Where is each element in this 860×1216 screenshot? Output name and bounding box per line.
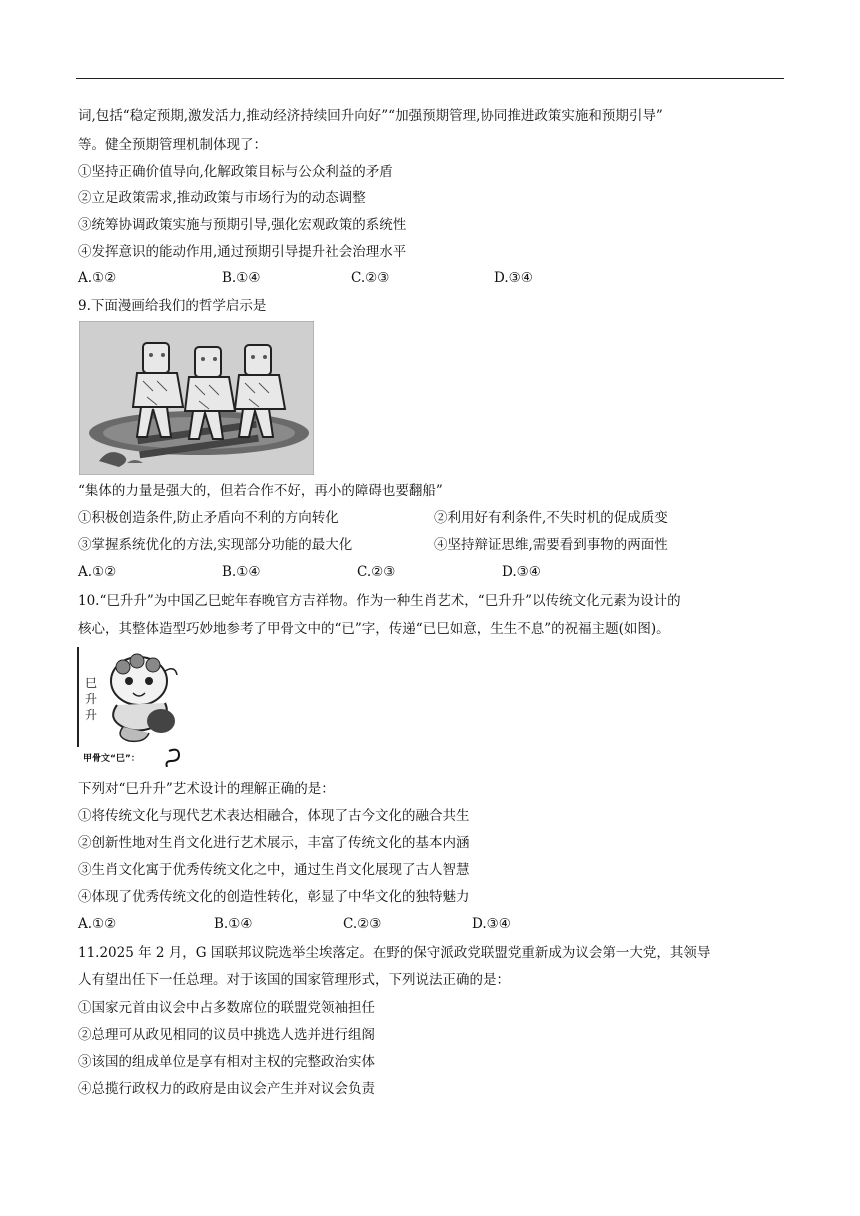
q9-stem: 9.下面漫画给我们的哲学启示是 (78, 298, 267, 314)
q11-statement-4: ④总揽行政权力的政府是由议会产生并对议会负责 (78, 1081, 375, 1097)
q11-statement-1: ①国家元首由议会中占多数席位的联盟党领袖担任 (78, 1000, 375, 1016)
q10-question: 下列对“巳升升”艺术设计的理解正确的是： (78, 781, 335, 797)
q8-statement-1: ①坚持正确价值导向,化解政策目标与公众利益的矛盾 (78, 164, 393, 180)
q10-statement-3: ③生肖文化寓于优秀传统文化之中，通过生肖文化展现了古人智慧 (78, 862, 470, 878)
q9-option-a[interactable]: A.①② (78, 564, 117, 580)
q10-stem-line-1: 10.“巳升升”为中国乙巳蛇年春晚官方吉祥物。作为一种生肖艺术，“巳升升”以传统文化元素为设计的 (78, 593, 681, 609)
q11-statement-3: ③该国的组成单位是享有相对主权的完整政治实体 (78, 1054, 375, 1070)
cartoon-image (79, 321, 314, 475)
mascot-image (77, 647, 195, 767)
q8-statement-4: ④发挥意识的能动作用,通过预期引导提升社会治理水平 (78, 244, 407, 260)
oracle-bone-label: 甲骨文“巳”： (83, 754, 140, 764)
q9-statement-2: ②利用好有利条件,不失时机的促成质变 (434, 510, 668, 526)
q11-statement-2: ②总理可从政见相同的议员中挑选人选并进行组阁 (78, 1027, 375, 1043)
q8-option-d[interactable]: D.③④ (494, 270, 533, 286)
header-rule (76, 78, 784, 79)
q8-stem-line-2: 等。健全预期管理机制体现了： (78, 137, 267, 153)
q8-statement-2: ②立足政策需求,推动政策与市场行为的动态调整 (78, 190, 366, 206)
mascot-label-sheng-1: 升 (85, 692, 98, 706)
q8-option-c[interactable]: C.②③ (351, 270, 390, 286)
q9-option-d[interactable]: D.③④ (502, 564, 541, 580)
q10-statement-2: ②创新性地对生肖文化进行艺术展示，丰富了传统文化的基本内涵 (78, 835, 470, 851)
q8-statement-3: ③统筹协调政策实施与预期引导,强化宏观政策的系统性 (78, 217, 407, 233)
q9-option-c[interactable]: C.②③ (357, 564, 396, 580)
q10-option-b[interactable]: B.①④ (214, 916, 253, 932)
q10-stem-line-2: 核心，其整体造型巧妙地参考了甲骨文中的“已”字，传递“已巳如意，生生不息”的祝福主题(如图)。 (78, 621, 670, 637)
q10-option-d[interactable]: D.③④ (472, 916, 511, 932)
q8-option-a[interactable]: A.①② (78, 270, 117, 286)
mascot-label-si: 巳 (85, 676, 98, 690)
q9-statement-4: ④坚持辩证思维,需要看到事物的两面性 (434, 537, 668, 553)
q11-stem-line-1: 11.2025 年 2 月，G 国联邦议院选举尘埃落定。在野的保守派政党联盟党重新成为议会第一大党，其领导 (78, 945, 711, 961)
q10-option-a[interactable]: A.①② (78, 916, 117, 932)
q9-statement-3: ③掌握系统优化的方法,实现部分功能的最大化 (78, 537, 353, 553)
q10-statement-4: ④体现了优秀传统文化的创造性转化，彰显了中华文化的独特魅力 (78, 889, 470, 905)
q10-option-c[interactable]: C.②③ (343, 916, 382, 932)
q8-option-b[interactable]: B.①④ (222, 270, 261, 286)
q8-stem-line-1: 词,包括“稳定预期,激发活力,推动经济持续回升向好”“加强预期管理,协同推进政策实施和预期引导” (78, 108, 663, 124)
q10-statement-1: ①将传统文化与现代艺术表达相融合，体现了古今文化的融合共生 (78, 808, 470, 824)
q9-caption: “集体的力量是强大的，但若合作不好，再小的障碍也要翻船” (78, 483, 443, 499)
q11-stem-line-2: 人有望出任下一任总理。对于该国的国家管理形式，下列说法正确的是： (78, 972, 510, 988)
mascot-label-sheng-2: 升 (85, 708, 98, 722)
q9-option-b[interactable]: B.①④ (222, 564, 261, 580)
q9-statement-1: ①积极创造条件,防止矛盾向不利的方向转化 (78, 510, 339, 526)
